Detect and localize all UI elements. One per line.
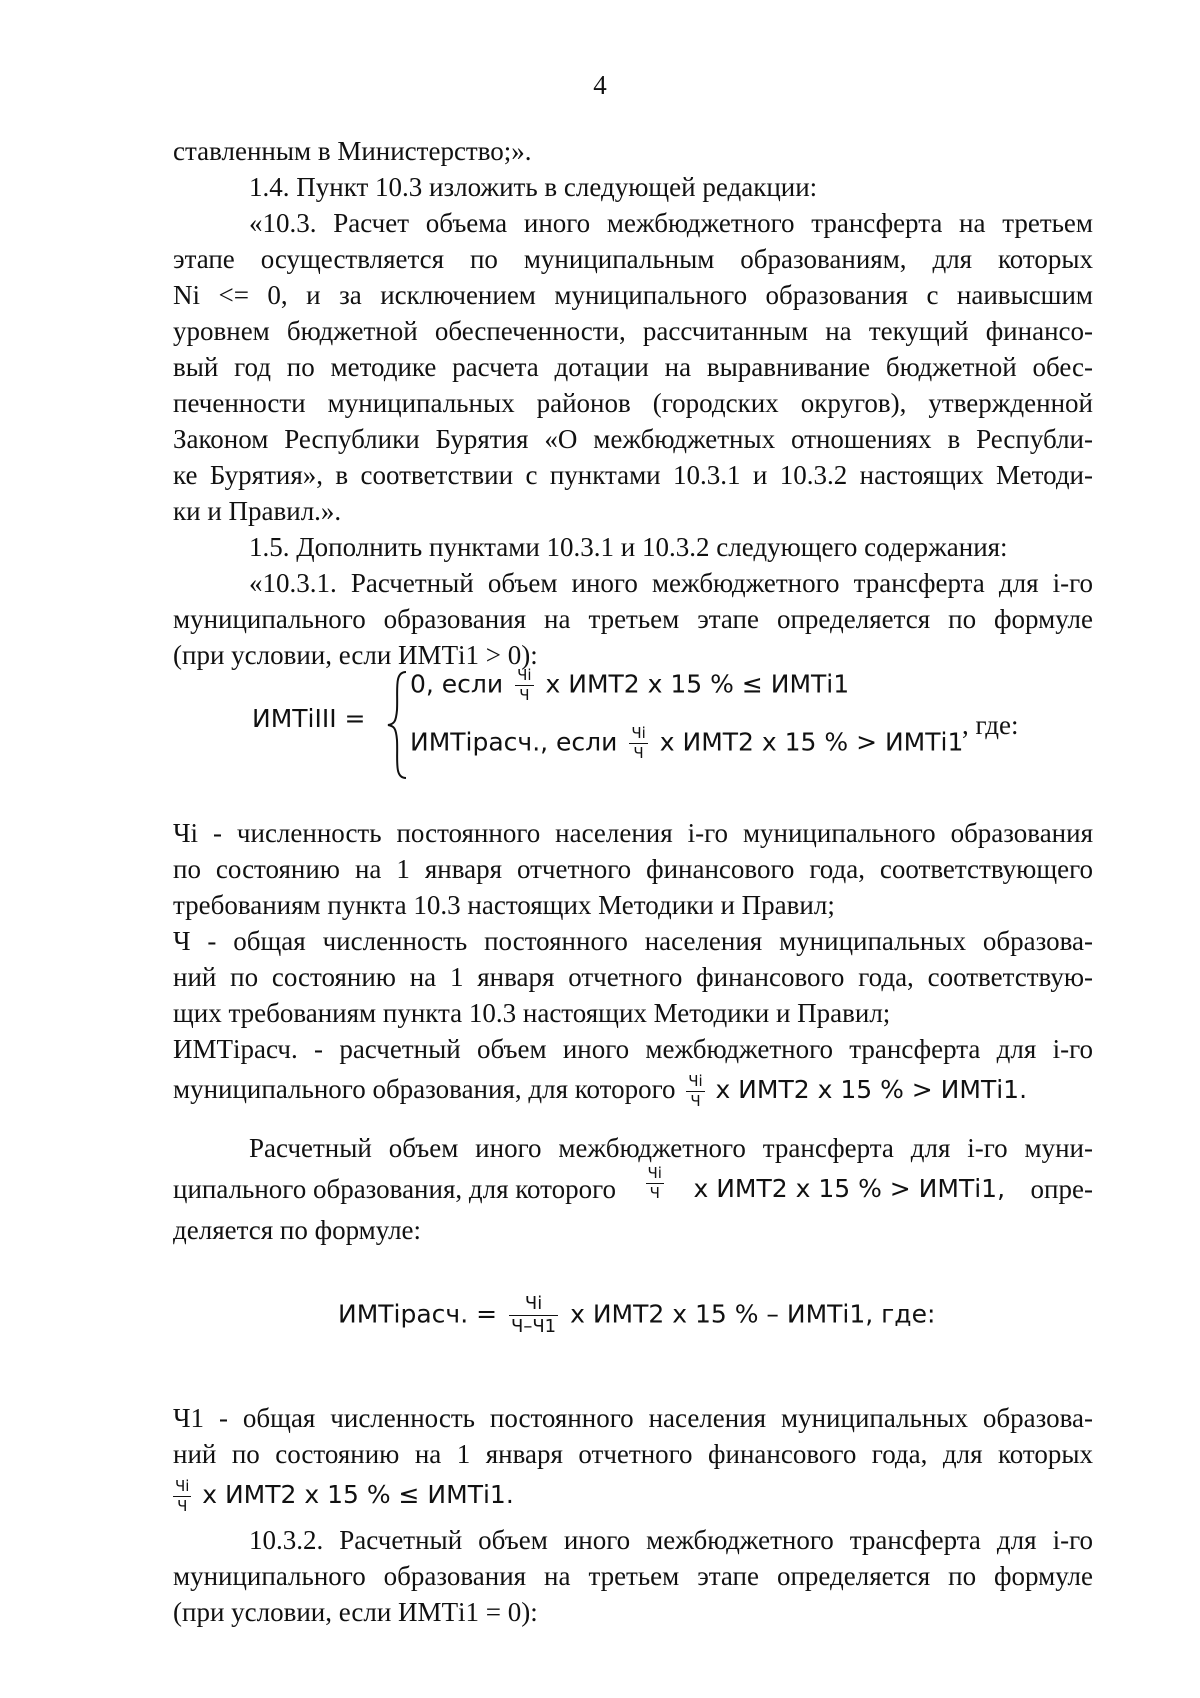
fraction-denominator: Ч	[629, 743, 647, 761]
text-line: ке Бурятия», в соответствии с пунктами 10.3.1 и 10.3.2 настоящих Методи-	[173, 460, 1093, 490]
text-segment: опре-	[1030, 1174, 1093, 1204]
fraction-denominator: Ч	[686, 1091, 704, 1109]
text-line: Ni <= 0, и за исключением муниципального образования с наивысшим	[173, 280, 1093, 310]
text-line: печенности муниципальных районов (городских округов), утвержденной	[173, 388, 1093, 418]
text-line: 1.4. Пункт 10.3 изложить в следующей редакции:	[249, 172, 818, 202]
text-line: Законом Республики Бурятия «О межбюджетных отношениях в Республи-	[173, 424, 1093, 454]
text-line: требованиям пункта 10.3 настоящих Методики и Правил;	[173, 890, 835, 920]
text-line: Чi - численность постоянного населения i-го муниципального образования	[173, 818, 1093, 848]
fraction-numerator: Чi	[631, 724, 646, 742]
fraction-ci-over-c	[173, 1479, 191, 1514]
fraction-numerator: Чi	[517, 666, 532, 684]
fraction-denominator: Ч	[173, 1496, 191, 1514]
case-2-condition: х ИМТ2 х 15 % > ИМТi1	[659, 727, 964, 757]
text-line: Ч - общая численность постоянного населения муниципальных образова-	[173, 926, 1093, 956]
formula-imt-calc	[338, 1295, 935, 1336]
fraction-ci-over-c	[686, 1074, 704, 1109]
page-number: 4	[593, 70, 607, 100]
text-line-with-fraction	[173, 1067, 1093, 1111]
text-line-with-fraction	[173, 1166, 1093, 1212]
text-segment: ципального образования, для которого	[173, 1174, 616, 1204]
formula-lhs: ИМТiIII =	[252, 704, 366, 733]
text-line-with-fraction	[173, 1472, 1093, 1516]
fraction-ci-over-c	[629, 726, 647, 761]
case-1-condition: х ИМТ2 х 15 % ≤ ИМТi1	[545, 669, 850, 699]
fraction-denominator: Ч–Ч1	[511, 1316, 557, 1337]
text-line: ний по состоянию на 1 января отчетного финансового года, для которых	[173, 1439, 1093, 1469]
fraction-ci-over-c	[515, 668, 533, 703]
text-line: деляется по формуле:	[173, 1215, 422, 1245]
text-line: муниципального образования на третьем этапе определяется по формуле	[173, 1561, 1093, 1591]
text-line: 1.5. Дополнить пунктами 10.3.1 и 10.3.2 следующего содержания:	[249, 532, 1008, 562]
text-line: по состоянию на 1 января отчетного финансового года, соответствующего	[173, 854, 1093, 884]
text-segment: муниципального образования, для которого	[173, 1074, 676, 1104]
fraction-numerator: Чi	[688, 1072, 703, 1091]
text-line: ки и Правил.».	[173, 496, 342, 526]
case-1-prefix: 0, если	[410, 669, 504, 699]
text-line: Ч1 - общая численность постоянного населения муниципальных образова-	[173, 1403, 1093, 1433]
text-segment: х ИМТ2 х 15 % > ИМТi1.	[715, 1075, 1028, 1104]
formula-case-2	[410, 726, 963, 761]
left-brace-icon	[386, 670, 408, 780]
fraction-ci-over-c-minus-c1	[509, 1295, 558, 1336]
text-segment: х ИМТ2 х 15 % > ИМТi1,	[693, 1174, 1006, 1203]
text-line: «10.3.1. Расчетный объем иного межбюджетного трансферта для i-го	[249, 568, 1093, 598]
text-line: (при условии, если ИМТi1 > 0):	[173, 640, 538, 670]
formula-lhs: ИМТiрасч. =	[338, 1299, 498, 1329]
text-line: 10.3.2. Расчетный объем иного межбюджетного трансферта для i-го	[249, 1525, 1093, 1555]
calc-paragraph	[173, 1130, 1093, 1248]
fraction-numerator: Чi	[647, 1164, 662, 1182]
formula-tail: , где:	[962, 710, 1019, 740]
text-line: (при условии, если ИМТi1 = 0):	[173, 1597, 538, 1627]
text-line: ИМТiрасч. - расчетный объем иного межбюджетного трансферта для i-го	[173, 1034, 1093, 1064]
text-line: уровнем бюджетной обеспеченности, рассчитанным на текущий финансо-	[173, 316, 1093, 346]
fraction-ci-over-c	[646, 1166, 664, 1212]
text-line: вый год по методике расчета дотации на выравнивание бюджетной обес-	[173, 352, 1093, 382]
text-line: этапе осуществляется по муниципальным образованиям, для которых	[173, 244, 1093, 274]
formula-rhs: х ИМТ2 х 15 % – ИМТi1, где:	[570, 1299, 936, 1329]
case-2-prefix: ИМТiрасч., если	[410, 727, 618, 757]
formula-case-1	[410, 668, 849, 703]
text-line: «10.3. Расчет объема иного межбюджетного трансферта на третьем	[249, 208, 1093, 238]
fraction-numerator: Чi	[524, 1293, 543, 1314]
fraction-denominator: Ч	[515, 685, 533, 703]
text-line: щих требованиям пункта 10.3 настоящих Методики и Правил;	[173, 998, 891, 1028]
text-segment: х ИМТ2 х 15 % ≤ ИМТi1.	[202, 1480, 514, 1509]
final-paragraph	[173, 1522, 1093, 1630]
definitions-block	[173, 815, 1093, 1111]
text-line: ставленным в Министерство;».	[173, 136, 532, 166]
text-line: Расчетный объем иного межбюджетного трансферта для i-го муни-	[249, 1133, 1093, 1163]
fraction-numerator: Чi	[175, 1477, 190, 1496]
text-line: ний по состоянию на 1 января отчетного финансового года, соответствую-	[173, 962, 1093, 992]
fraction-denominator: Ч	[646, 1183, 664, 1201]
definitions-block-2	[173, 1400, 1093, 1516]
amendment-text-block	[173, 133, 1093, 673]
text-line: муниципального образования на третьем этапе определяется по формуле	[173, 604, 1093, 634]
